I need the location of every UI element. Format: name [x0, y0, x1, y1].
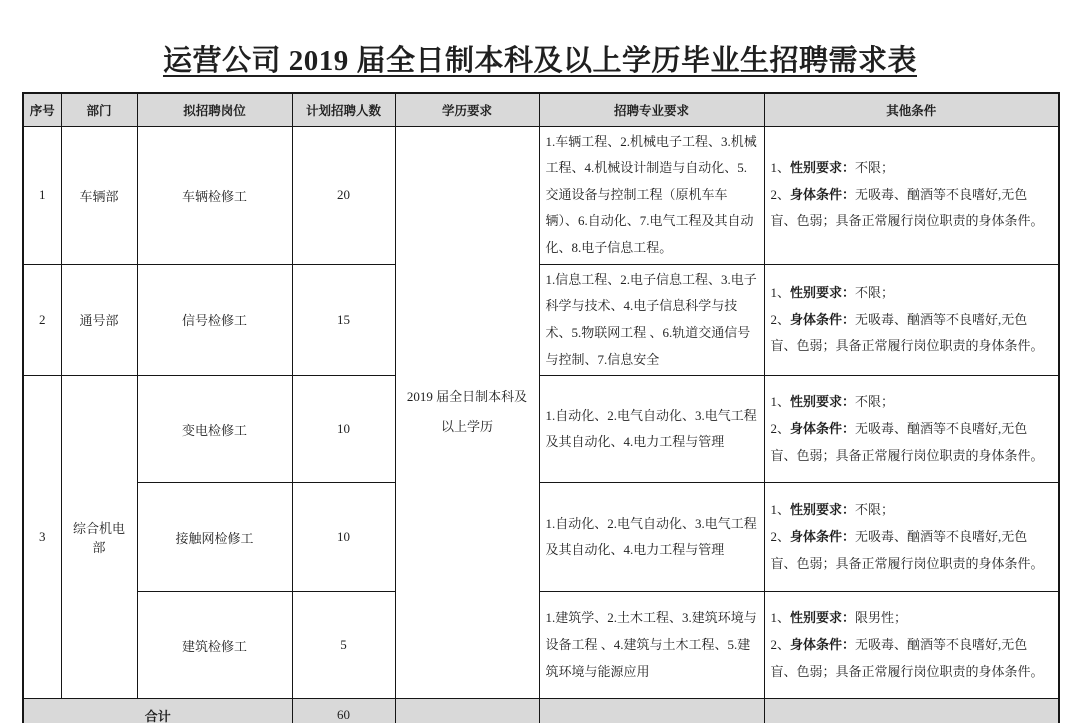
cell-majors: 1.自动化、2.电气自动化、3.电气工程及其自动化、4.电力工程与管理 [539, 376, 764, 483]
cell-count: 10 [292, 483, 395, 592]
condition-line-body [771, 416, 1053, 469]
condition-line-body [771, 182, 1053, 235]
table-row [23, 126, 1059, 264]
cell-majors: 1.车辆工程、2.机械电子工程、3.机械工程、4.机械设计制造与自动化、5.交通设备与控制工程（原机车车辆）、6.自动化、7.电气工程及其自动化、8.电子信息工程。 [539, 126, 764, 264]
cell-department: 车辆部 [61, 126, 137, 264]
cell-conditions [764, 483, 1059, 592]
condition-label: 性别要求： [790, 160, 856, 176]
condition-line-body [771, 307, 1053, 360]
condition-text: 无吸毒、酗酒等不良嗜好,无色盲、色弱；具备正常履行岗位职责的身体条件。 [770, 420, 1044, 463]
condition-num: 2、 [770, 186, 791, 202]
condition-text: 无吸毒、酗酒等不良嗜好,无色盲、色弱；具备正常履行岗位职责的身体条件。 [770, 311, 1044, 354]
condition-line-gender [771, 155, 1053, 182]
cell-conditions [764, 126, 1059, 264]
condition-line-gender [771, 280, 1053, 307]
condition-line-body [771, 524, 1053, 577]
cell-position: 接触网检修工 [137, 483, 292, 592]
condition-num: 1、 [770, 160, 791, 176]
header-cell-other: 其他条件 [764, 93, 1059, 126]
cell-majors: 1.自动化、2.电气自动化、3.电气工程及其自动化、4.电力工程与管理 [539, 483, 764, 592]
header-cell-no: 序号 [23, 93, 61, 126]
header-cell-count: 计划招聘人数 [292, 93, 395, 126]
recruitment-table [22, 92, 1060, 723]
condition-label: 身体条件： [790, 528, 856, 544]
total-row [23, 699, 1059, 723]
table-row [23, 376, 1059, 483]
condition-num: 1、 [770, 394, 791, 410]
cell-count: 5 [292, 592, 395, 699]
condition-num: 2、 [770, 311, 791, 327]
condition-text: 不限； [855, 160, 895, 176]
condition-text: 不限； [855, 394, 895, 410]
condition-num: 2、 [770, 636, 791, 652]
cell-position: 车辆检修工 [137, 126, 292, 264]
condition-label: 身体条件： [790, 186, 856, 202]
cell-majors: 1.建筑学、2.土木工程、3.建筑环境与设备工程 、4.建筑与土木工程、5.建筑环境与能源应用 [539, 592, 764, 699]
cell-department-merged: 综合机电部 [61, 376, 137, 699]
cell-conditions [764, 592, 1059, 699]
header-cell-education: 学历要求 [395, 93, 539, 126]
cell-no-merged: 3 [23, 376, 61, 699]
condition-text: 无吸毒、酗酒等不良嗜好,无色盲、色弱；具备正常履行岗位职责的身体条件。 [770, 186, 1044, 229]
condition-label: 身体条件： [790, 636, 856, 652]
condition-label: 性别要求： [790, 285, 856, 301]
header-row [23, 93, 1059, 126]
condition-text: 无吸毒、酗酒等不良嗜好,无色盲、色弱；具备正常履行岗位职责的身体条件。 [770, 636, 1044, 679]
condition-label: 身体条件： [790, 420, 856, 436]
condition-text: 不限； [855, 285, 895, 301]
condition-label: 性别要求： [790, 502, 856, 518]
condition-line-body [771, 632, 1053, 685]
condition-line-gender [771, 389, 1053, 416]
total-empty-education [395, 699, 539, 723]
cell-conditions [764, 264, 1059, 376]
header-cell-position: 拟招聘岗位 [137, 93, 292, 126]
page-title: 运营公司 2019 届全日制本科及以上学历毕业生招聘需求表 [162, 45, 917, 77]
total-empty-other [764, 699, 1059, 723]
condition-text: 无吸毒、酗酒等不良嗜好,无色盲、色弱；具备正常履行岗位职责的身体条件。 [770, 528, 1044, 571]
condition-label: 性别要求： [790, 610, 856, 626]
condition-label: 身体条件： [790, 311, 856, 327]
table-row [23, 483, 1059, 592]
total-count-cell: 60 [292, 699, 395, 723]
table-header [23, 93, 1059, 126]
cell-count: 20 [292, 126, 395, 264]
condition-text: 限男性； [855, 610, 908, 626]
condition-num: 2、 [770, 420, 791, 436]
cell-count: 10 [292, 376, 395, 483]
condition-line-gender [771, 497, 1053, 524]
total-label-cell: 合计 [23, 699, 292, 723]
cell-majors: 1.信息工程、2.电子信息工程、3.电子科学与技术、4.电子信息科学与技术、5.物联网工程 、6.轨道交通信号与控制、7.信息安全 [539, 264, 764, 376]
table-row [23, 264, 1059, 376]
cell-no: 1 [23, 126, 61, 264]
total-empty-majors [539, 699, 764, 723]
condition-num: 1、 [770, 502, 791, 518]
cell-conditions [764, 376, 1059, 483]
condition-num: 2、 [770, 528, 791, 544]
condition-num: 1、 [770, 285, 791, 301]
cell-department: 通号部 [61, 264, 137, 376]
cell-education-merged: 2019 届全日制本科及以上学历 [395, 126, 539, 699]
condition-text: 不限； [855, 502, 895, 518]
cell-position: 变电检修工 [137, 376, 292, 483]
header-cell-majors: 招聘专业要求 [539, 93, 764, 126]
condition-num: 1、 [770, 610, 791, 626]
header-cell-department: 部门 [61, 93, 137, 126]
table-body [23, 126, 1059, 723]
table-row [23, 592, 1059, 699]
cell-position: 信号检修工 [137, 264, 292, 376]
condition-label: 性别要求： [790, 394, 856, 410]
cell-count: 15 [292, 264, 395, 376]
condition-line-gender [771, 605, 1053, 632]
cell-position: 建筑检修工 [137, 592, 292, 699]
cell-no: 2 [23, 264, 61, 376]
